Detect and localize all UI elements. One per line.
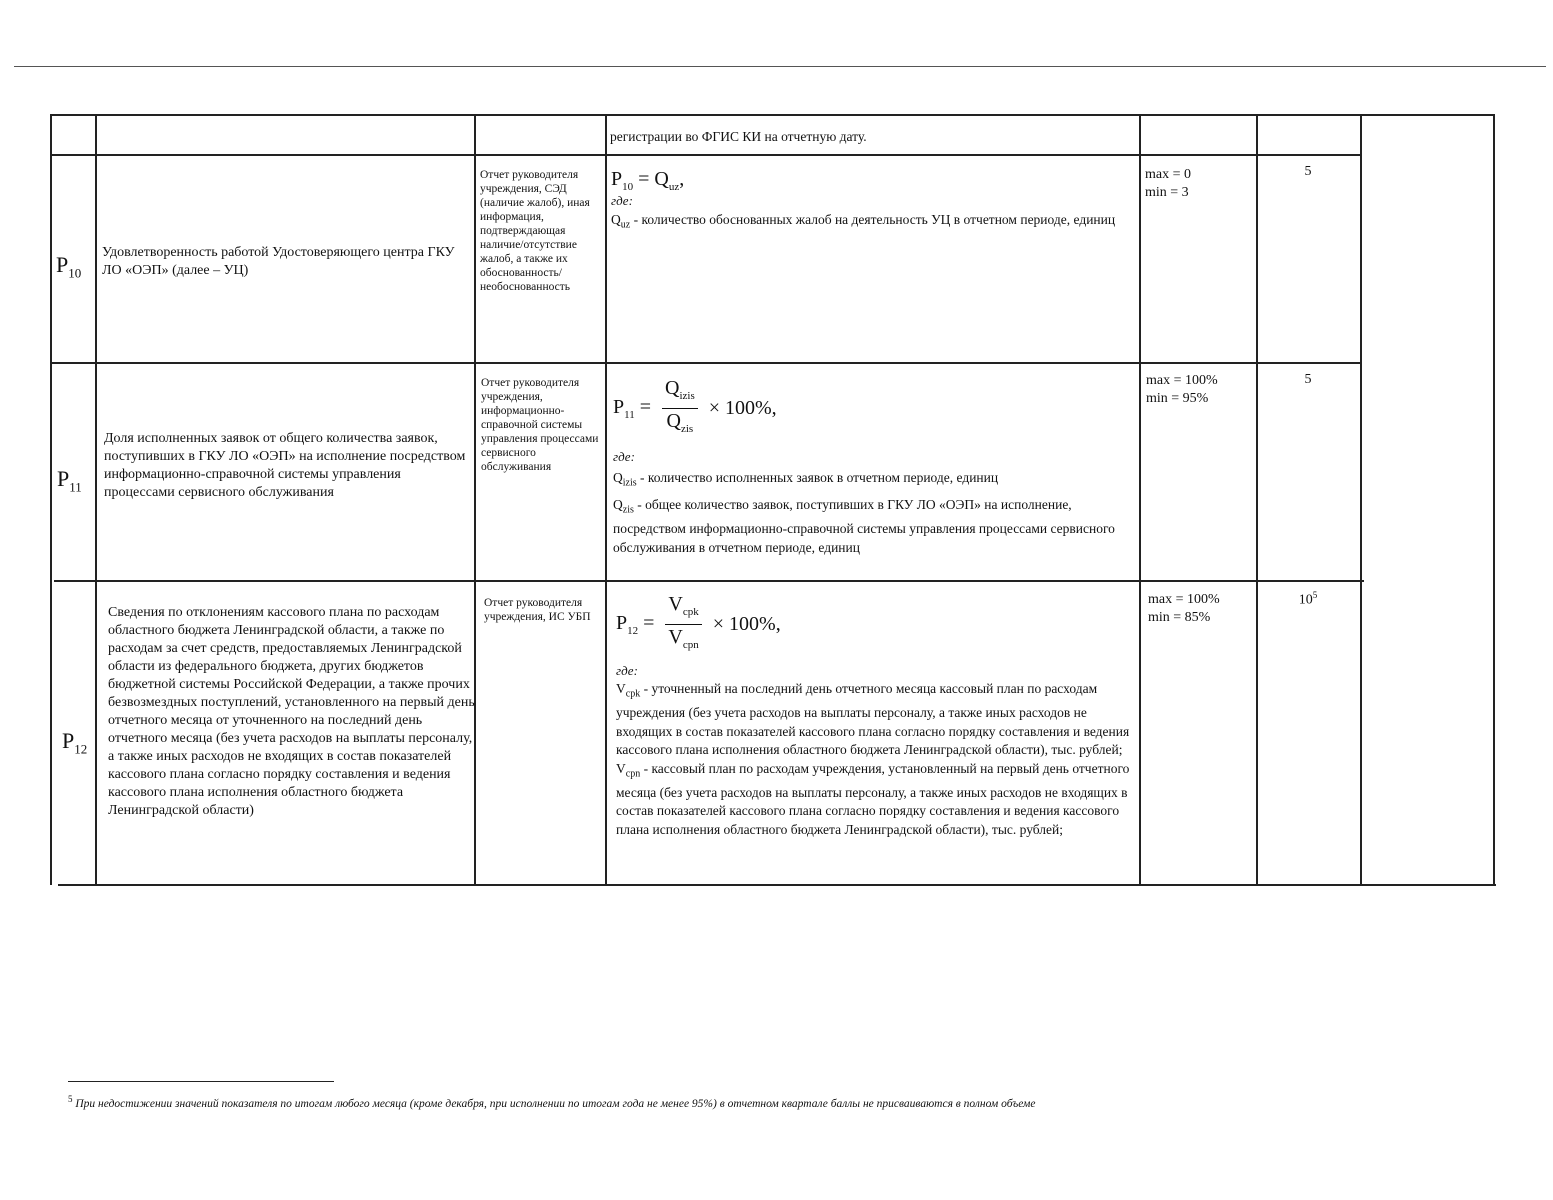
formula-variable-definition: $Q_{izis}$ - количество исполненных заявок в отчетном периоде, единиц xyxy=(613,470,999,489)
limit-min: min = 85% xyxy=(1148,610,1211,625)
formula-fraction: $\frac{V_{cpk}}{V_{cpn}}$ xyxy=(665,592,701,657)
row-divider xyxy=(50,154,1360,156)
row-divider xyxy=(52,362,1362,364)
row-divider xyxy=(54,580,1364,582)
row-limits xyxy=(1145,166,1250,202)
formula-expression: $P_{10} = Q_{uz}$, xyxy=(611,168,685,193)
page-top-rule xyxy=(14,66,1546,67)
col-border xyxy=(1256,114,1258,885)
formula-variable-definition: $V_{cpn}$ - кассовый план по расходам учреждения, установленный на первый день отчетного месяца (без учета расходов на выплаты персоналу, а также иных расходов не входящих в состав показателей кассового плана согласно порядку составления и ведения кассового плана исполнения областного бюджета Ленинградской области), тыс. рублей; xyxy=(616,760,1130,837)
row-formula xyxy=(616,592,1136,839)
footnote xyxy=(68,1094,1368,1110)
row-code: $P_{10}$ xyxy=(56,252,82,281)
footnote-mark: 5 xyxy=(68,1094,73,1104)
limit-max: max = 0 xyxy=(1145,167,1191,182)
row-points: 5 xyxy=(1304,164,1312,179)
formula-variable-definition: $Q_{zis}$ - общее количество заявок, поступивших в ГКУ ЛО «ОЭП» на исполнение, посредством информационно-справочной системы управления процессами сервисного обслуживания в отчетном периоде, единиц xyxy=(613,497,1115,555)
formula-expression: $P_{12}$ = $\frac{V_{cpk}}{V_{cpn}}$ × 100%, xyxy=(616,592,1136,657)
row-code: $P_{11}$ xyxy=(57,466,82,495)
formula-where-label: где: xyxy=(613,449,635,464)
table-bottom-border xyxy=(58,884,1496,886)
row-limits xyxy=(1146,372,1254,408)
col-border xyxy=(605,114,607,885)
formula-variable-definition: $Q_{uz}$ - количество обоснованных жалоб на деятельность УЦ в отчетном периоде, единиц xyxy=(611,212,1116,231)
row-indicator-name: Доля исполненных заявок от общего количества заявок, поступивших в ГКУ ЛО «ОЭП» на исполнение посредством информационно-справочной системы управления процессами сервисного обслуживания xyxy=(104,431,466,500)
row-indicator-name: Сведения по отклонениям кассового плана по расходам областного бюджета Ленинградской области, а также по расходам за счет средств, предоставляемых Ленинградской области из федерального бюджета, других бюджетов бюджетной системы Российской Федерации, а также прочих безвозмездных поступлений, установленного на первый день отчетного месяца от уточненного на последний день отчетного месяца (без учета расходов на выплаты персоналу, а также иных расходов не входящих в состав показателей кассового плана согласно порядку составления и ведения кассового плана исполнения областного бюджета Ленинградской области) xyxy=(108,605,475,818)
col-border xyxy=(50,114,52,885)
footnote-text: При недостижении значений показателя по итогам любого месяца (кроме декабря, при исполнении по итогам года не менее 95%) в отчетном квартале баллы не присваиваются в полном объеме xyxy=(72,1097,1036,1110)
row-points: $10^5$ xyxy=(1298,590,1318,608)
col-border xyxy=(1360,114,1362,885)
limit-max: max = 100% xyxy=(1146,373,1218,388)
row-source: Отчет руководителя учреждения, СЭД (наличие жалоб), иная информация, подтверждающая наличие/отсутствие жалоб, а также их обоснованность/ необоснованность xyxy=(480,169,590,293)
col-border xyxy=(95,114,97,885)
formula-where-label: где: xyxy=(611,193,633,208)
row-formula xyxy=(611,168,1136,235)
row-source: Отчет руководителя учреждения, ИС УБП xyxy=(484,597,591,623)
limit-min: min = 3 xyxy=(1145,185,1189,200)
limit-max: max = 100% xyxy=(1148,592,1220,607)
row-points: 5 xyxy=(1304,372,1312,387)
row-formula xyxy=(613,376,1135,557)
table-top-border xyxy=(50,114,1494,116)
footnote-reference: 5 xyxy=(1312,590,1318,600)
formula-variable-definition: $V_{cpk}$ - уточненный на последний день отчетного месяца кассовый план по расходам учреждения (без учета расходов на выплаты персоналу, а также иных расходов не входящих в состав показателей кассового плана согласно порядку составления и ведения кассового плана исполнения областного бюджета Ленинградской области), тыс. рублей; xyxy=(616,681,1130,758)
row-source: Отчет руководителя учреждения, информационно-справочной системы управления процессами сервисного обслуживания xyxy=(481,377,599,473)
formula-fraction: $\frac{Q_{izis}}{Q_{zis}}$ xyxy=(662,376,698,441)
limit-min: min = 95% xyxy=(1146,391,1209,406)
col-border xyxy=(1139,114,1141,885)
row-indicator-name: Удовлетворенность работой Удостоверяющего центра ГКУ ЛО «ОЭП» (далее – УЦ) xyxy=(102,245,455,278)
row-limits xyxy=(1148,591,1256,627)
continuation-formula-text: регистрации во ФГИС КИ на отчетную дату. xyxy=(610,129,867,144)
formula-where-label: где: xyxy=(616,663,638,678)
formula-expression: $P_{11}$ = $\frac{Q_{izis}}{Q_{zis}}$ × 100%, xyxy=(613,376,1135,441)
col-border xyxy=(1493,114,1495,885)
row-code: $P_{12}$ xyxy=(62,728,88,757)
footnote-separator xyxy=(68,1081,334,1082)
